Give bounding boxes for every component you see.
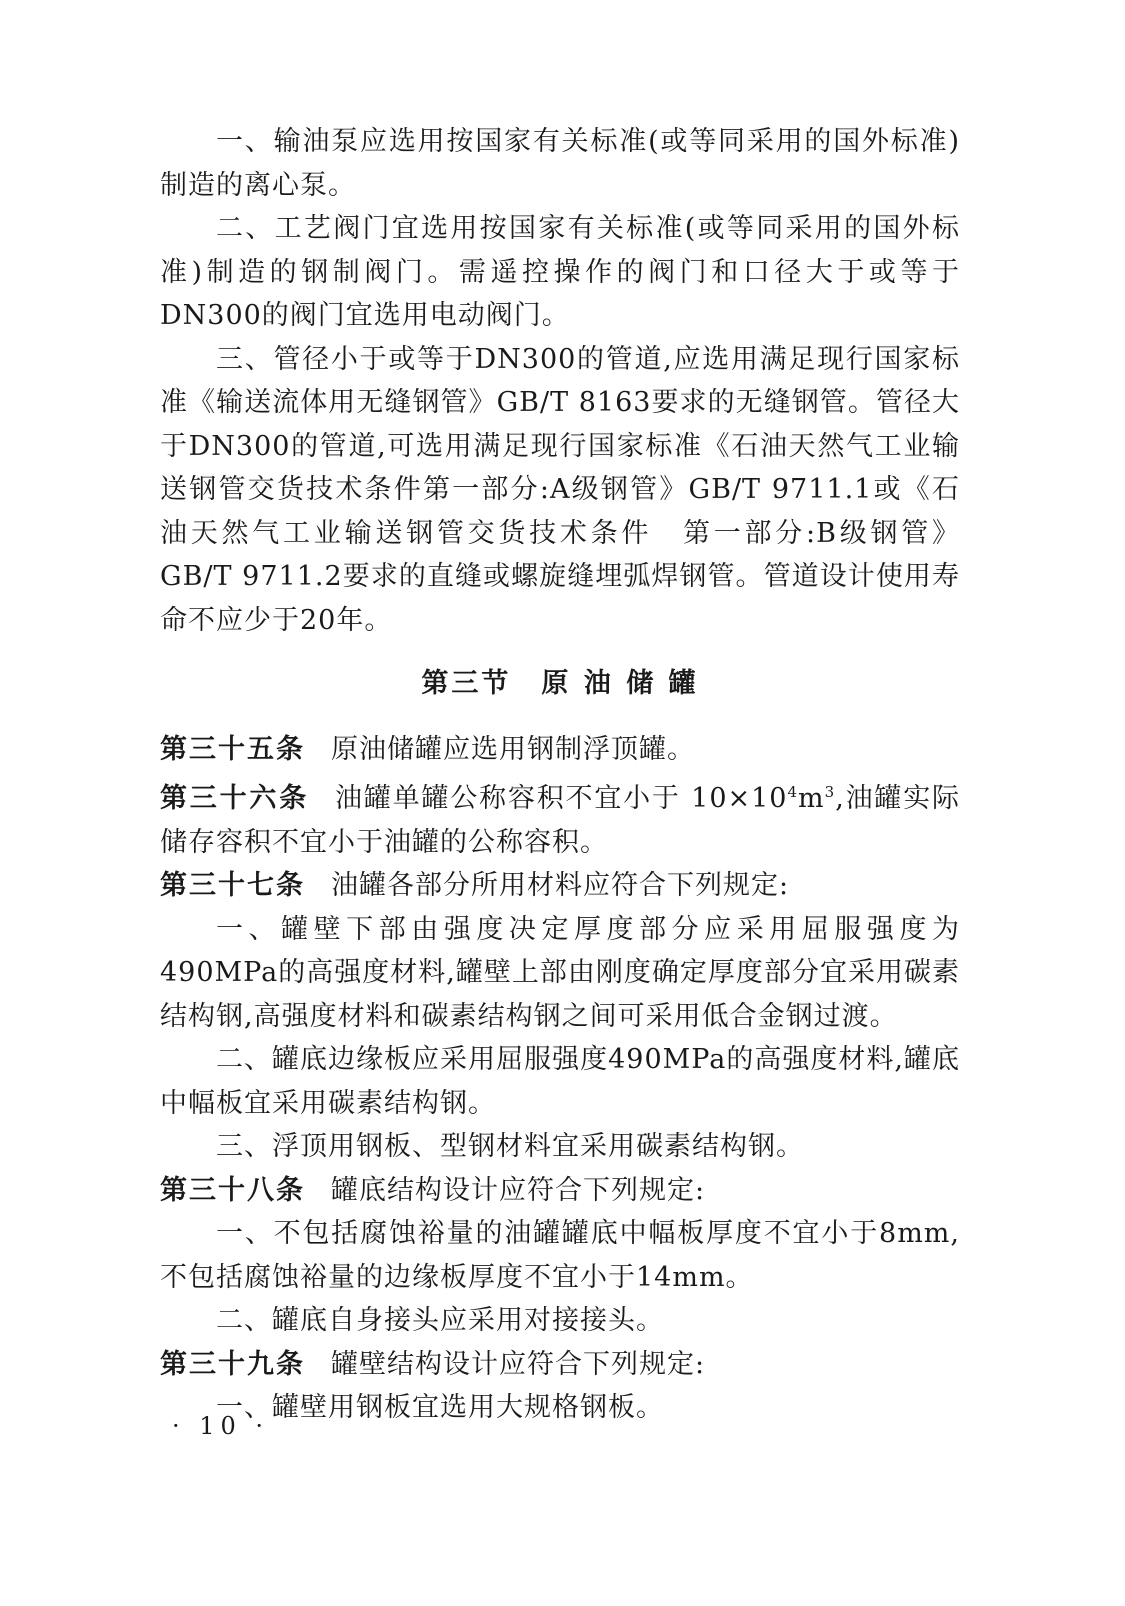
article-37-item-1: 一、罐壁下部由强度决定厚度部分应采用屈服强度为490MPa的高强度材料,罐壁上部由刚度确定厚度部分宜采用碳素结构钢,高强度材料和碳素结构钢之间可采用低合金钢过渡。 xyxy=(160,913,960,1032)
article-39 xyxy=(160,1343,960,1387)
article-38-item-2: 二、罐底自身接头应采用对接接头。 xyxy=(216,1305,664,1336)
paragraph-pipe: 三、管径小于或等于DN300的管道,应选用满足现行国家标准《输送流体用无缝钢管》GB/T 8163要求的无缝钢管。管径大于DN300的管道,可选用满足现行国家标准《石油天然气工业输送钢管交货技术条件第一部分:A级钢管》GB/T 9711.1或《石油天然气工业输送钢管交货技术条件 第一部分:B级钢管》GB/T 9711.2要求的直缝或螺旋缝埋弧焊钢管。管道设计使用寿命不应少于20年。 xyxy=(160,343,960,636)
page-number: · 10 · xyxy=(172,1412,270,1440)
article-37 xyxy=(160,864,960,908)
article-39-item-1: 一、罐壁用钢板宜选用大规格钢板。 xyxy=(216,1392,664,1423)
paragraph-pump: 一、输油泵应选用按国家有关标准(或等同采用的国外标准)制造的离心泵。 xyxy=(160,126,960,201)
article-number: 第三十五条 xyxy=(160,733,305,765)
document-page xyxy=(160,120,960,1430)
article-36 xyxy=(160,771,960,864)
article-38 xyxy=(160,1169,960,1213)
article-text-after: ,油罐实际储存容积不宜小于油罐的公称容积。 xyxy=(160,783,961,858)
unit: m xyxy=(798,783,825,814)
article-35 xyxy=(160,728,960,772)
article-37-item-3: 三、浮顶用钢板、型钢材料宜采用碳素结构钢。 xyxy=(216,1131,804,1162)
article-text: 罐底结构设计应符合下列规定: xyxy=(331,1174,706,1206)
article-text: 油罐各部分所用材料应符合下列规定: xyxy=(331,870,790,901)
article-number: 第三十八条 xyxy=(160,1174,305,1206)
article-37-item-2: 二、罐底边缘板应采用屈服强度490MPa的高强度材料,罐底中幅板宜采用碳素结构钢。 xyxy=(160,1044,960,1119)
article-text: 罐壁结构设计应符合下列规定: xyxy=(331,1348,706,1380)
article-number: 第三十六条 xyxy=(160,783,310,814)
article-38-item-1: 一、不包括腐蚀裕量的油罐罐底中幅板厚度不宜小于8mm,不包括腐蚀裕量的边缘板厚度不宜小于14mm。 xyxy=(160,1218,960,1293)
article-text-before: 油罐单罐公称容积不宜小于 10×10 xyxy=(335,783,788,814)
article-text: 原油储罐应选用钢制浮顶罐。 xyxy=(331,733,695,765)
exponent-unit: 3 xyxy=(824,783,836,801)
section-title: 第三节 原 油 储 罐 xyxy=(421,668,699,699)
paragraph-valve: 二、工艺阀门宜选用按国家有关标准(或等同采用的国外标准)制造的钢制阀门。需遥控操作的阀门和口径大于或等于DN300的阀门宜选用电动阀门。 xyxy=(160,213,960,331)
exponent: 4 xyxy=(787,783,799,801)
article-number: 第三十七条 xyxy=(160,870,305,901)
article-number: 第三十九条 xyxy=(160,1348,305,1380)
